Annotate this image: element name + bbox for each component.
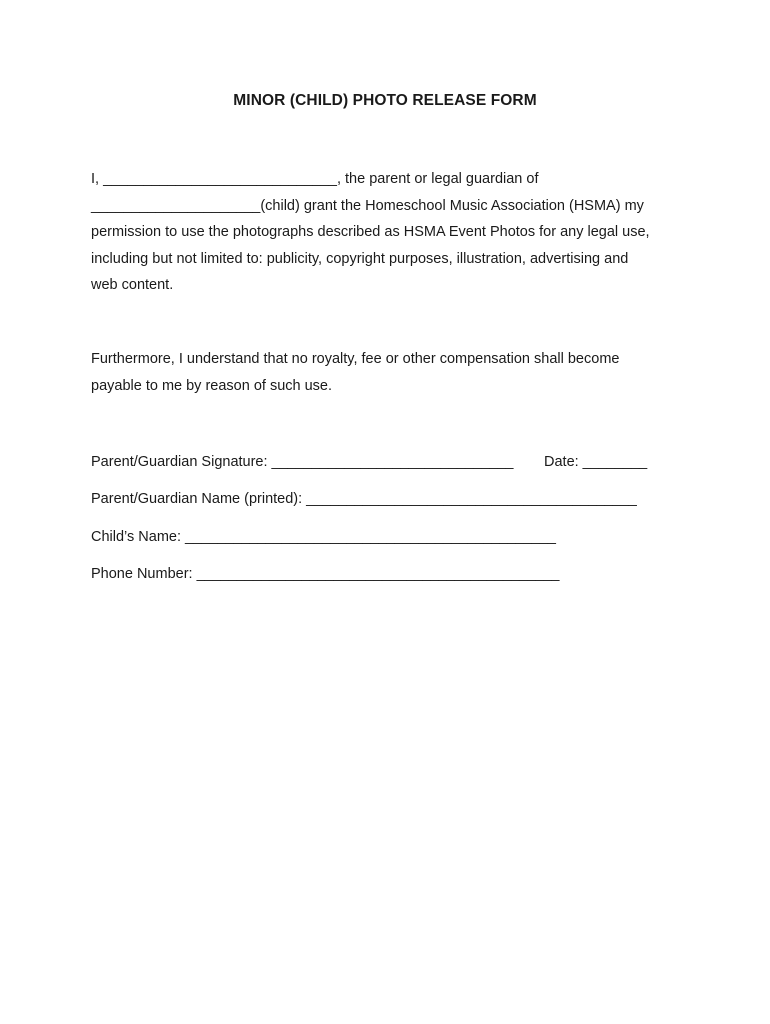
consent-paragraph bbox=[91, 166, 691, 299]
paragraph-line: including but not limited to: publicity, copyright purposes, illustration, advertising and bbox=[91, 250, 629, 267]
paragraph-line: web content. bbox=[91, 277, 174, 293]
phone-number-field[interactable]: Phone Number: _____________________________________________ bbox=[91, 566, 560, 582]
signature-field[interactable]: Parent/Guardian Signature: ______________________________ bbox=[91, 454, 514, 470]
paragraph-line: Furthermore, I understand that no royalty, fee or other compensation shall become bbox=[91, 351, 620, 367]
paragraph-line: payable to me by reason of such use. bbox=[91, 377, 333, 394]
paragraph-line: permission to use the photographs described as HSMA Event Photos for any legal use, bbox=[91, 224, 650, 240]
printed-name-field[interactable]: Parent/Guardian Name (printed): _________________________________________ bbox=[91, 491, 637, 507]
paragraph-line: I, _____________________________, the parent or legal guardian of bbox=[91, 171, 539, 187]
date-field[interactable]: Date: ________ bbox=[544, 454, 648, 470]
form-title: MINOR (CHILD) PHOTO RELEASE FORM bbox=[233, 92, 537, 109]
compensation-paragraph bbox=[91, 346, 691, 399]
paragraph-line: _____________________(child) grant the Homeschool Music Association (HSMA) my bbox=[91, 197, 644, 214]
child-name-field[interactable]: Child’s Name: ______________________________________________ bbox=[91, 529, 556, 545]
